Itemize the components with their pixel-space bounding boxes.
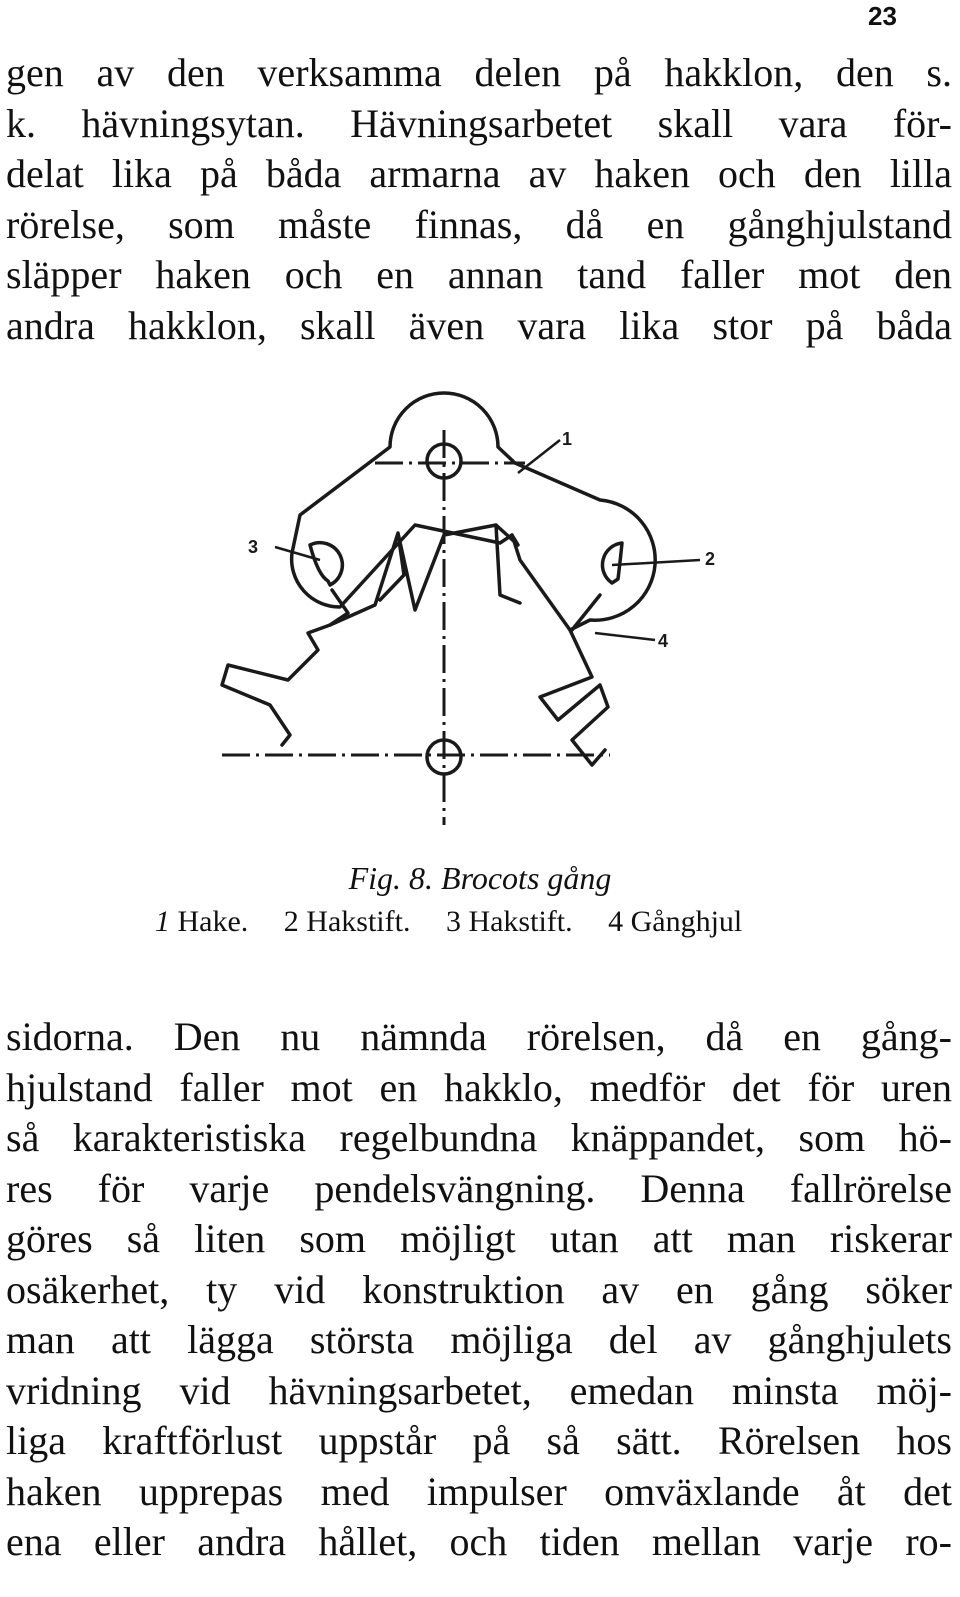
legend-item-2 [284,905,411,938]
callout-4: 4 [658,631,669,651]
legend-num-1: 1 [155,905,170,938]
text-line: hjulstand faller mot en hakklo, medför det för uren [6,1064,952,1110]
paragraph-top [6,48,952,351]
text-line: haken upprepas med impulser omväxlande åt det [6,1468,952,1514]
legend-text-4: Gånghjul [630,905,743,938]
pallet-pin-left [310,543,342,585]
pallet-pin-right [602,543,622,583]
text-line: så karakteristiska regelbundna knäppandet, som hö- [6,1115,952,1160]
legend-text-3: Hakstift. [468,905,573,938]
text-line: släpper haken och en annan tand faller mot den [6,252,952,297]
text-line: k. hävningsytan. Hävningsarbetet skall vara för- [6,100,952,146]
text-line: andra hakklon, skall även vara lika stor på båda [6,302,952,348]
text-line: osäkerhet, ty vid konstruktion av en gång söker [6,1266,952,1312]
page-number: 23 [868,1,897,31]
text-line: man att lägga största möjliga del av gånghjulets [6,1317,952,1362]
text-line: liga kraftförlust uppstår på så sätt. Rörelsen hos [6,1418,952,1463]
legend-num-3: 3 [445,905,461,938]
escapement-diagram [200,385,760,845]
text-line: ena eller andra hållet, och tiden mellan varje ro- [6,1519,952,1564]
text-line: delat lika på båda armarna av haken och den lilla [6,151,952,196]
text-line: göres så liten som möjligt utan att man riskerar [6,1216,952,1261]
paragraph-bottom [6,1012,952,1568]
text-line: res för varje pendelsvängning. Denna fallrörelse [6,1165,952,1211]
pallet-arm-right-detail [572,595,600,630]
legend-num-2: 2 [283,905,299,938]
text-line: vridning vid hävningsarbetet, emedan minsta möj- [6,1367,952,1413]
legend-item-3 [446,905,573,938]
text-line: rörelse, som måste finnas, då en gånghjulstand [6,201,952,247]
escape-wheel-teeth [222,525,608,765]
figure-title: Fig. 8. Brocots gång [348,860,612,896]
text-line: sidorna. Den nu nämnda rörelsen, då en gång- [6,1014,952,1059]
legend-item-4 [608,905,742,938]
legend-num-4: 4 [608,905,624,938]
legend-item-1 [155,905,248,938]
callout-3: 3 [248,537,259,557]
callout-2: 2 [705,549,716,569]
legend-text-1: Hake. [177,905,249,938]
callout-1: 1 [562,429,573,449]
callout-leader-1 [518,440,560,473]
legend-text-2: Hakstift. [306,905,411,938]
figure-legend [155,902,855,942]
text-line: gen av den verksamma delen på hakklon, den s. [6,50,952,95]
callout-leader-4 [595,633,655,640]
